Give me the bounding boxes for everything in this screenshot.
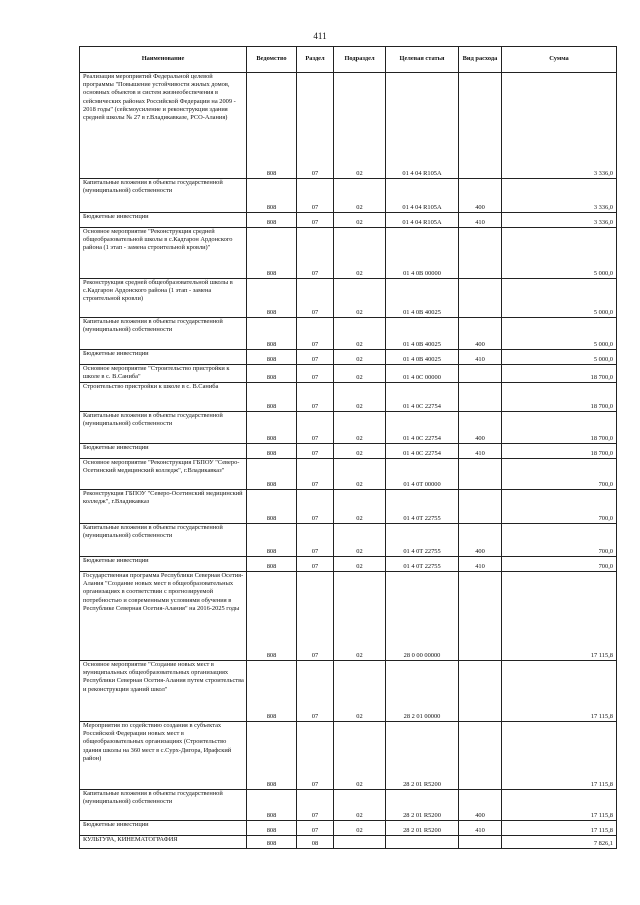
row-section: 07 [297,557,334,572]
row-expense-type [459,836,502,849]
row-department: 808 [247,350,297,365]
row-subsection: 02 [334,661,386,722]
row-name: Бюджетные инвестиции [80,213,247,228]
row-target-article: 28 2 01 R5200 [386,722,459,790]
row-section: 07 [297,444,334,459]
row-expense-type: 400 [459,524,502,557]
row-expense-type: 410 [459,821,502,836]
row-name: КУЛЬТУРА, КИНЕМАТОГРАФИЯ [80,836,247,849]
row-department: 808 [247,459,297,490]
row-target-article: 01 4 0T 22755 [386,557,459,572]
table-row [80,412,617,444]
row-target-article: 01 4 0C 22754 [386,444,459,459]
row-name: Капитальные вложения в объекты государственной (муниципальной) собственности [80,790,247,821]
row-expense-type [459,722,502,790]
row-subsection: 02 [334,228,386,279]
table-row [80,572,617,661]
row-target-article: 01 4 0C 22754 [386,383,459,412]
row-department: 808 [247,490,297,524]
row-target-article: 01 4 0B 40025 [386,318,459,350]
row-target-article: 28 2 01 00000 [386,661,459,722]
row-department: 808 [247,572,297,661]
row-expense-type: 410 [459,213,502,228]
row-target-article: 01 4 0T 22755 [386,490,459,524]
table-row [80,821,617,836]
table-row [80,179,617,213]
header-expense-type: Вид расхода [459,47,502,73]
row-sum: 17 115,8 [502,790,617,821]
row-name: Бюджетные инвестиции [80,557,247,572]
row-name: Капитальные вложения в объекты государственной (муниципальной) собственности [80,318,247,350]
row-section: 07 [297,383,334,412]
row-department: 808 [247,661,297,722]
row-subsection: 02 [334,790,386,821]
row-section: 07 [297,722,334,790]
row-section: 07 [297,365,334,383]
row-section: 08 [297,836,334,849]
row-target-article: 01 4 0B 40025 [386,350,459,365]
row-target-article: 01 4 04 R105A [386,73,459,179]
row-subsection: 02 [334,279,386,318]
row-sum: 17 115,8 [502,821,617,836]
table-row [80,444,617,459]
row-subsection: 02 [334,572,386,661]
row-department: 808 [247,279,297,318]
row-subsection: 02 [334,490,386,524]
row-expense-type [459,279,502,318]
row-expense-type: 400 [459,412,502,444]
table-row [80,722,617,790]
row-sum: 18 700,0 [502,412,617,444]
row-subsection: 02 [334,73,386,179]
row-name: Капитальные вложения в объекты государственной (муниципальной) собственности [80,412,247,444]
row-name: Бюджетные инвестиции [80,350,247,365]
row-name: Основное мероприятие "Создание новых мест в муниципальных общеобразовательных организациях Республики Северная Осетия-Алания путем строительства и реконструкции зданий школ" [80,661,247,722]
table-header-row [80,47,617,73]
table-row [80,228,617,279]
table-row [80,790,617,821]
row-expense-type [459,228,502,279]
row-name: Основное мероприятие "Строительство пристройки к школе в с. В.Саниба" [80,365,247,383]
row-sum: 5 000,0 [502,318,617,350]
row-section: 07 [297,279,334,318]
row-section: 07 [297,524,334,557]
row-target-article: 01 4 0C 00000 [386,365,459,383]
header-department: Ведомство [247,47,297,73]
row-subsection: 02 [334,179,386,213]
row-department: 808 [247,722,297,790]
row-subsection: 02 [334,318,386,350]
row-target-article: 01 4 0B 00000 [386,228,459,279]
row-subsection: 02 [334,213,386,228]
table-row [80,490,617,524]
table-row [80,836,617,849]
row-name: Государственная программа Республики Северная Осетия-Алания "Создание новых мест в общеобразовательных организациях в соответствии с прогнозируемой потребностью и современными условиями обучения в Республике Северная Осетия-Алания" на 2016-2025 годы [80,572,247,661]
row-name: Строительство пристройки к школе в с. В.Саниба [80,383,247,412]
row-sum: 17 115,8 [502,661,617,722]
row-section: 07 [297,350,334,365]
row-department: 808 [247,524,297,557]
row-subsection: 02 [334,365,386,383]
row-expense-type: 400 [459,179,502,213]
row-target-article: 01 4 0B 40025 [386,279,459,318]
row-name: Реконструкция ГБПОУ "Северо-Осетинский медицинский колледж", г.Владикавказ [80,490,247,524]
row-section: 07 [297,73,334,179]
row-section: 07 [297,213,334,228]
table-row [80,524,617,557]
row-sum: 700,0 [502,490,617,524]
row-department: 808 [247,179,297,213]
row-name: Бюджетные инвестиции [80,821,247,836]
budget-table [79,46,617,849]
table-row [80,213,617,228]
row-sum: 18 700,0 [502,383,617,412]
row-subsection: 02 [334,821,386,836]
row-name: Бюджетные инвестиции [80,444,247,459]
row-sum: 3 336,0 [502,73,617,179]
row-department: 808 [247,365,297,383]
header-name: Наименование [80,47,247,73]
table-row [80,661,617,722]
row-section: 07 [297,821,334,836]
table-row [80,279,617,318]
row-sum: 700,0 [502,557,617,572]
table-row [80,365,617,383]
row-expense-type: 410 [459,557,502,572]
table-row [80,459,617,490]
row-target-article: 01 4 0T 00000 [386,459,459,490]
row-subsection: 02 [334,524,386,557]
row-expense-type [459,572,502,661]
row-section: 07 [297,572,334,661]
row-sum: 5 000,0 [502,279,617,318]
row-department: 808 [247,383,297,412]
row-sum: 18 700,0 [502,365,617,383]
row-expense-type [459,661,502,722]
table-row [80,557,617,572]
row-section: 07 [297,790,334,821]
row-subsection: 02 [334,557,386,572]
row-subsection: 02 [334,383,386,412]
row-section: 07 [297,228,334,279]
row-department: 808 [247,557,297,572]
row-section: 07 [297,412,334,444]
row-name: Реализация мероприятий Федеральной целевой программы "Повышение устойчивости жилых домов, основных объектов и систем жизнеобеспечения в сейсмических районах Российской Федерации на 2009 - 2018 годы" (сейсмоусиление и реконструкция здания средней школы № 27 в г.Владикавказе, РСО-Алания) [80,73,247,179]
row-name: Реконструкция средней общеобразовательной школы в с.Кадгарон Ардонского района (1 этап - замена строительной кровли) [80,279,247,318]
row-sum: 18 700,0 [502,444,617,459]
row-expense-type: 410 [459,444,502,459]
row-target-article: 01 4 04 R105A [386,213,459,228]
row-sum: 700,0 [502,524,617,557]
row-department: 808 [247,821,297,836]
row-expense-type [459,73,502,179]
row-department: 808 [247,790,297,821]
row-name: Капитальные вложения в объекты государственной (муниципальной) собственности [80,179,247,213]
row-department: 808 [247,228,297,279]
row-sum: 3 336,0 [502,179,617,213]
row-expense-type [459,365,502,383]
row-section: 07 [297,318,334,350]
row-target-article: 01 4 04 R105A [386,179,459,213]
table-row [80,318,617,350]
row-sum: 5 000,0 [502,350,617,365]
page-number: 411 [313,31,327,41]
row-department: 808 [247,213,297,228]
row-target-article: 28 2 01 R5200 [386,821,459,836]
row-sum: 17 115,8 [502,722,617,790]
row-expense-type: 400 [459,790,502,821]
row-target-article: 28 2 01 R5200 [386,790,459,821]
header-sum: Сумма [502,47,617,73]
row-subsection: 02 [334,722,386,790]
row-expense-type: 400 [459,318,502,350]
row-subsection: 02 [334,412,386,444]
row-target-article: 01 4 0T 22755 [386,524,459,557]
row-name: Капитальные вложения в объекты государственной (муниципальной) собственности [80,524,247,557]
row-expense-type [459,383,502,412]
row-subsection: 02 [334,459,386,490]
row-subsection: 02 [334,444,386,459]
row-target-article: 28 0 00 00000 [386,572,459,661]
row-subsection [334,836,386,849]
row-target-article [386,836,459,849]
row-name: Основное мероприятие "Реконструкция ГБПОУ "Северо-Осетинский медицинский колледж", г.Владикавказ" [80,459,247,490]
row-sum: 3 336,0 [502,213,617,228]
row-section: 07 [297,179,334,213]
row-name: Основное мероприятие "Реконструкция средней общеобразовательной школы в с.Кадгарон Ардонского района (1 этап - замена строительной кровли)" [80,228,247,279]
table-row [80,350,617,365]
header-subsection: Подраздел [334,47,386,73]
row-target-article: 01 4 0C 22754 [386,412,459,444]
row-section: 07 [297,661,334,722]
row-expense-type [459,490,502,524]
row-department: 808 [247,318,297,350]
row-section: 07 [297,459,334,490]
table-row [80,73,617,179]
row-sum: 5 000,0 [502,228,617,279]
row-expense-type [459,459,502,490]
header-section: Раздел [297,47,334,73]
row-section: 07 [297,490,334,524]
row-department: 808 [247,73,297,179]
row-subsection: 02 [334,350,386,365]
row-department: 808 [247,444,297,459]
row-department: 808 [247,412,297,444]
row-department: 808 [247,836,297,849]
row-expense-type: 410 [459,350,502,365]
header-target-article: Целевая статья [386,47,459,73]
row-sum: 17 115,8 [502,572,617,661]
table-row [80,383,617,412]
row-sum: 700,0 [502,459,617,490]
table-body [80,73,617,849]
row-sum: 7 826,1 [502,836,617,849]
row-name: Мероприятия по содействию создания в субъектах Российской Федерации новых мест в общеобразовательных организациях (Строительство здания школы на 360 мест в с.Сурх-Дигора, Ирафский район) [80,722,247,790]
